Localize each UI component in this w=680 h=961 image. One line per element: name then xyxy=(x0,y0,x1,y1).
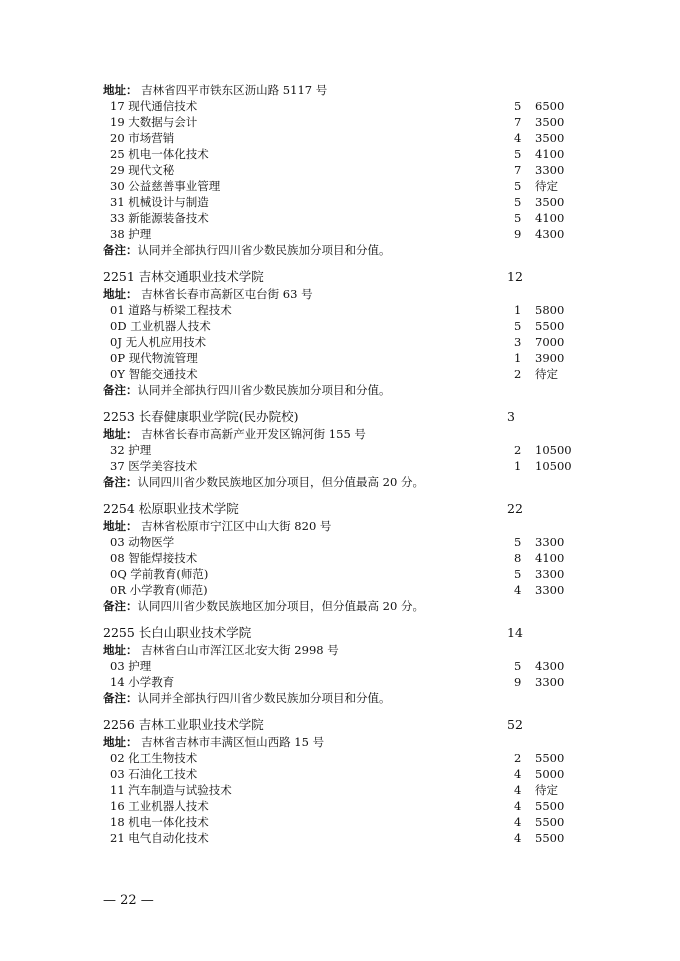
address-label: 地址： xyxy=(103,427,138,441)
major-code-name: 0P 现代物流管理 xyxy=(110,351,198,365)
major-code-name: 03 动物医学 xyxy=(110,535,175,549)
major-count: 4 xyxy=(514,767,522,781)
major-count: 7 xyxy=(514,163,522,177)
major-row xyxy=(103,658,583,674)
major-row xyxy=(103,350,583,366)
major-code-name: 0J 无人机应用技术 xyxy=(110,335,207,349)
major-code-name: 0D 工业机器人技术 xyxy=(110,319,211,333)
college-header xyxy=(103,624,583,642)
major-fee: 10500 xyxy=(535,459,572,473)
major-row xyxy=(103,162,583,178)
major-fee: 5500 xyxy=(535,815,565,829)
major-fee: 5500 xyxy=(535,319,565,333)
note-text: 认同四川省少数民族地区加分项目，但分值最高 20 分。 xyxy=(137,475,424,489)
major-count: 5 xyxy=(514,535,522,549)
major-fee: 3300 xyxy=(535,567,565,581)
major-row xyxy=(103,830,583,846)
note-label: 备注： xyxy=(103,383,138,397)
major-code-name: 31 机械设计与制造 xyxy=(110,195,209,209)
major-count: 3 xyxy=(514,335,522,349)
major-code-name: 21 电气自动化技术 xyxy=(110,831,209,845)
major-fee: 4100 xyxy=(535,147,565,161)
major-fee: 5500 xyxy=(535,831,565,845)
note-text: 认同并全部执行四川省少数民族加分项目和分值。 xyxy=(137,383,391,397)
major-count: 5 xyxy=(514,211,522,225)
major-fee: 待定 xyxy=(535,179,558,193)
major-code-name: 37 医学美容技术 xyxy=(110,459,198,473)
major-code-name: 38 护理 xyxy=(110,227,152,241)
page-number: — 22 — xyxy=(103,893,154,908)
major-count: 5 xyxy=(514,99,522,113)
major-fee: 3500 xyxy=(535,131,565,145)
major-row xyxy=(103,334,583,350)
address-text: 吉林省长春市高新产业开发区锦河街 155 号 xyxy=(137,427,366,441)
major-code-name: 16 工业机器人技术 xyxy=(110,799,209,813)
major-count: 2 xyxy=(514,367,522,381)
major-count: 4 xyxy=(514,799,522,813)
major-fee: 6500 xyxy=(535,99,565,113)
note-label: 备注： xyxy=(103,599,138,613)
address-label: 地址： xyxy=(103,519,138,533)
major-row xyxy=(103,458,583,474)
major-row xyxy=(103,442,583,458)
college-total: 3 xyxy=(507,409,515,424)
major-code-name: 32 护理 xyxy=(110,443,152,457)
major-count: 5 xyxy=(514,567,522,581)
major-row xyxy=(103,146,583,162)
major-code-name: 14 小学教育 xyxy=(110,675,175,689)
college-header xyxy=(103,408,583,426)
college-header xyxy=(103,268,583,286)
major-fee: 4300 xyxy=(535,659,565,673)
major-fee: 10500 xyxy=(535,443,572,457)
major-row xyxy=(103,366,583,382)
address-label: 地址： xyxy=(103,643,138,657)
note-line xyxy=(103,242,583,258)
major-count: 2 xyxy=(514,443,522,457)
major-row xyxy=(103,130,583,146)
major-row xyxy=(103,318,583,334)
college-total: 52 xyxy=(507,717,523,732)
major-count: 5 xyxy=(514,195,522,209)
major-row xyxy=(103,766,583,782)
note-line xyxy=(103,382,583,398)
major-code-name: 30 公益慈善事业管理 xyxy=(110,179,221,193)
major-fee: 5800 xyxy=(535,303,565,317)
address-text: 吉林省四平市铁东区沥山路 5117 号 xyxy=(137,83,328,97)
major-count: 4 xyxy=(514,831,522,845)
college-code-name: 2255 长白山职业技术学院 xyxy=(103,625,252,640)
note-label: 备注： xyxy=(103,243,138,257)
college-code-name: 2253 长春健康职业学院(民办院校) xyxy=(103,409,299,424)
major-fee: 5500 xyxy=(535,799,565,813)
major-fee: 3300 xyxy=(535,535,565,549)
major-count: 5 xyxy=(514,319,522,333)
major-fee: 4300 xyxy=(535,227,565,241)
address-line xyxy=(103,426,583,442)
college-total: 22 xyxy=(507,501,523,516)
major-code-name: 03 石油化工技术 xyxy=(110,767,198,781)
major-count: 8 xyxy=(514,551,522,565)
college-code-name: 2254 松原职业技术学院 xyxy=(103,501,239,516)
major-count: 1 xyxy=(514,459,522,473)
major-count: 4 xyxy=(514,815,522,829)
major-fee: 待定 xyxy=(535,783,558,797)
major-row xyxy=(103,114,583,130)
note-line xyxy=(103,598,583,614)
major-code-name: 11 汽车制造与试验技术 xyxy=(110,783,232,797)
address-line xyxy=(103,82,583,98)
major-count: 4 xyxy=(514,131,522,145)
major-row xyxy=(103,814,583,830)
address-line xyxy=(103,642,583,658)
address-line xyxy=(103,518,583,534)
major-fee: 5000 xyxy=(535,767,565,781)
major-row xyxy=(103,98,583,114)
major-row xyxy=(103,798,583,814)
major-row xyxy=(103,178,583,194)
major-row xyxy=(103,534,583,550)
major-code-name: 18 机电一体化技术 xyxy=(110,815,209,829)
major-count: 1 xyxy=(514,303,522,317)
college-code-name: 2256 吉林工业职业技术学院 xyxy=(103,717,264,732)
address-line xyxy=(103,286,583,302)
major-code-name: 19 大数据与会计 xyxy=(110,115,198,129)
major-code-name: 03 护理 xyxy=(110,659,152,673)
major-fee: 3300 xyxy=(535,675,565,689)
major-fee: 4100 xyxy=(535,211,565,225)
note-label: 备注： xyxy=(103,475,138,489)
major-code-name: 01 道路与桥梁工程技术 xyxy=(110,303,232,317)
major-fee: 3500 xyxy=(535,115,565,129)
note-line xyxy=(103,474,583,490)
major-row xyxy=(103,674,583,690)
note-label: 备注： xyxy=(103,691,138,705)
major-row xyxy=(103,782,583,798)
college-header xyxy=(103,716,583,734)
major-fee: 3900 xyxy=(535,351,565,365)
major-count: 4 xyxy=(514,783,522,797)
address-text: 吉林省长春市高新区屯台街 63 号 xyxy=(137,287,313,301)
major-count: 9 xyxy=(514,675,522,689)
major-count: 5 xyxy=(514,179,522,193)
address-label: 地址： xyxy=(103,735,138,749)
major-row xyxy=(103,226,583,242)
major-row xyxy=(103,210,583,226)
major-count: 9 xyxy=(514,227,522,241)
major-fee: 待定 xyxy=(535,367,558,381)
address-label: 地址： xyxy=(103,83,138,97)
major-count: 1 xyxy=(514,351,522,365)
major-code-name: 02 化工生物技术 xyxy=(110,751,198,765)
major-row xyxy=(103,566,583,582)
major-count: 5 xyxy=(514,659,522,673)
major-row xyxy=(103,750,583,766)
major-code-name: 25 机电一体化技术 xyxy=(110,147,209,161)
major-row xyxy=(103,550,583,566)
major-fee: 3300 xyxy=(535,163,565,177)
major-row xyxy=(103,302,583,318)
document-body xyxy=(103,82,583,846)
major-count: 4 xyxy=(514,583,522,597)
major-code-name: 0Y 智能交通技术 xyxy=(110,367,198,381)
major-fee: 5500 xyxy=(535,751,565,765)
major-count: 2 xyxy=(514,751,522,765)
address-text: 吉林省白山市浑江区北安大街 2998 号 xyxy=(137,643,339,657)
major-fee: 4100 xyxy=(535,551,565,565)
address-label: 地址： xyxy=(103,287,138,301)
college-header xyxy=(103,500,583,518)
major-count: 7 xyxy=(514,115,522,129)
major-fee: 3500 xyxy=(535,195,565,209)
college-code-name: 2251 吉林交通职业技术学院 xyxy=(103,269,264,284)
major-code-name: 0R 小学教育(师范) xyxy=(110,583,208,597)
major-fee: 7000 xyxy=(535,335,565,349)
major-code-name: 33 新能源装备技术 xyxy=(110,211,209,225)
major-row xyxy=(103,582,583,598)
major-row xyxy=(103,194,583,210)
note-line xyxy=(103,690,583,706)
major-code-name: 29 现代文秘 xyxy=(110,163,175,177)
college-total: 12 xyxy=(507,269,523,284)
major-code-name: 17 现代通信技术 xyxy=(110,99,198,113)
major-code-name: 20 市场营销 xyxy=(110,131,175,145)
address-text: 吉林省松原市宁江区中山大街 820 号 xyxy=(137,519,332,533)
address-text: 吉林省吉林市丰满区恒山西路 15 号 xyxy=(137,735,325,749)
college-total: 14 xyxy=(507,625,523,640)
major-fee: 3300 xyxy=(535,583,565,597)
major-code-name: 0Q 学前教育(师范) xyxy=(110,567,209,581)
major-count: 5 xyxy=(514,147,522,161)
major-code-name: 08 智能焊接技术 xyxy=(110,551,198,565)
note-text: 认同并全部执行四川省少数民族加分项目和分值。 xyxy=(137,243,391,257)
address-line xyxy=(103,734,583,750)
note-text: 认同并全部执行四川省少数民族加分项目和分值。 xyxy=(137,691,391,705)
note-text: 认同四川省少数民族地区加分项目，但分值最高 20 分。 xyxy=(137,599,424,613)
